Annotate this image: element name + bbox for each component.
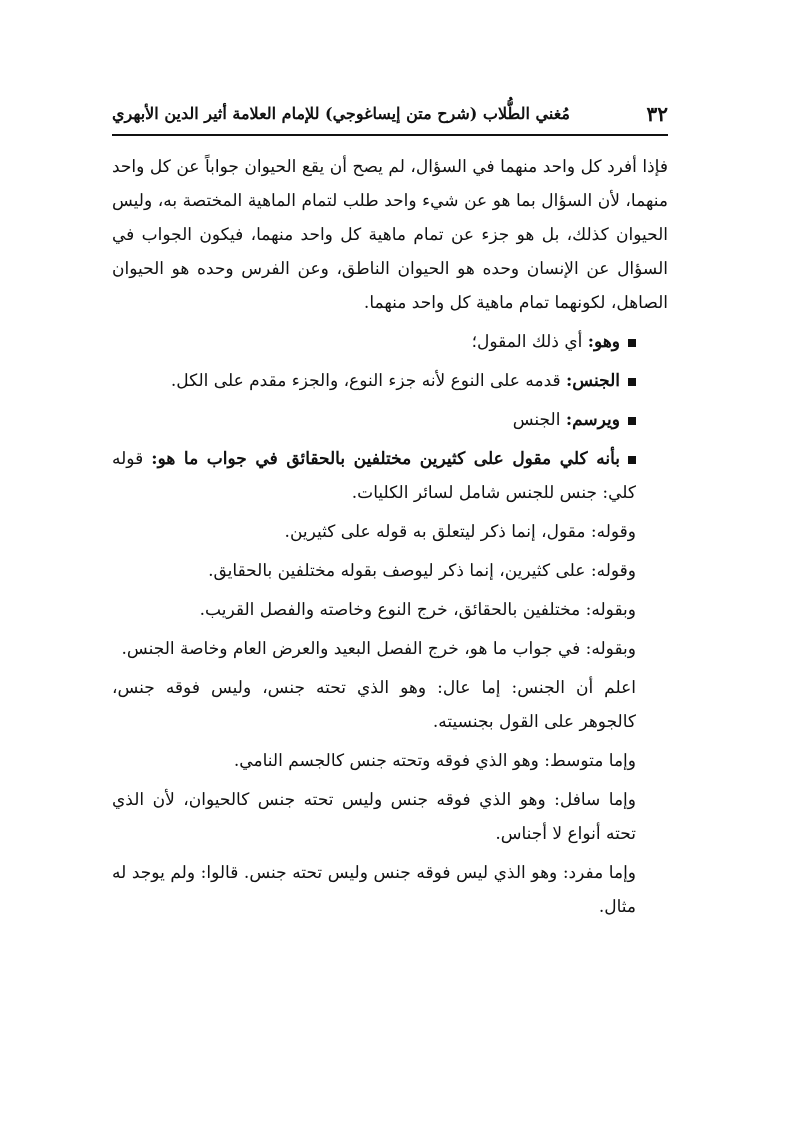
bullet-text: أي ذلك المقول؛ [471, 332, 583, 352]
bullet-text: قوله كلي: جنس للجنس شامل لسائر الكليات. [112, 449, 636, 503]
page-body [112, 150, 668, 929]
paragraph: وإما متوسط: وهو الذي فوقه وتحته جنس كالجسم النامي. [233, 751, 636, 771]
paragraph: فإذا أفرد كل واحد منهما في السؤال، لم يصح أن يقع الحيوان جواباً عن كل واحد منهما، لأن السؤال بما هو عن شيء واحد طلب لتمام الماهية المختصة به، وليس الحيوان كذلك، بل هو جزء عن تمام ماهية كل واحد منهما، فيكون الجواب في السؤال عن الإنسان وحده هو الحيوان الناطق، وعن الفرس وحده هو الحيوان الصاهل، لكونهما تمام ماهية كل واحد منهما. [112, 157, 668, 313]
bullet-item [112, 442, 668, 510]
paragraph: وبقوله: مختلفين بالحقائق، خرج النوع وخاصته والفصل القريب. [199, 600, 636, 620]
bullet-item [112, 403, 668, 437]
paragraph: وإما سافل: وهو الذي فوقه جنس وليس تحته جنس كالحيوان، لأن الذي تحته أنواع لا أجناس. [112, 790, 636, 844]
square-bullet-icon [628, 417, 636, 425]
bullet-text: قدمه على النوع لأنه جزء النوع، والجزء مقدم على الكل. [170, 371, 561, 391]
square-bullet-icon [628, 378, 636, 386]
paragraph: وبقوله: في جواب ما هو، خرج الفصل البعيد والعرض العام وخاصة الجنس. [121, 639, 636, 659]
paragraph: وقوله: على كثيرين، إنما ذكر ليوصف بقوله مختلفين بالحقايق. [208, 561, 636, 581]
square-bullet-icon [628, 456, 636, 464]
bullet-term: ويرسم: [565, 410, 620, 430]
bullet-item [112, 364, 668, 398]
paragraph: وإما مفرد: وهو الذي ليس فوقه جنس وليس تحته جنس. قالوا: ولم يوجد له مثال. [112, 863, 636, 917]
bullet-item [112, 325, 668, 359]
bullet-term: وهو: [587, 332, 620, 352]
bullet-term: بأنه كلي مقول على كثيرين مختلفين بالحقائق في جواب ما هو: [151, 449, 621, 469]
running-title: مُغني الطُّلاب (شرح متن إيساغوجي) للإمام العلامة أثير الدين الأبهري [112, 104, 570, 123]
square-bullet-icon [628, 339, 636, 347]
paragraph: اعلم أن الجنس: إما عال: وهو الذي تحته جنس، وليس فوقه جنس، كالجوهر على القول بجنسيته. [112, 678, 636, 732]
bullet-term: الجنس: [566, 371, 620, 391]
page-header [112, 100, 668, 136]
paragraph: وقوله: مقول، إنما ذكر ليتعلق به قوله على كثيرين. [284, 522, 636, 542]
page-number: ٣٢ [646, 102, 668, 126]
bullet-text: الجنس [512, 410, 561, 430]
